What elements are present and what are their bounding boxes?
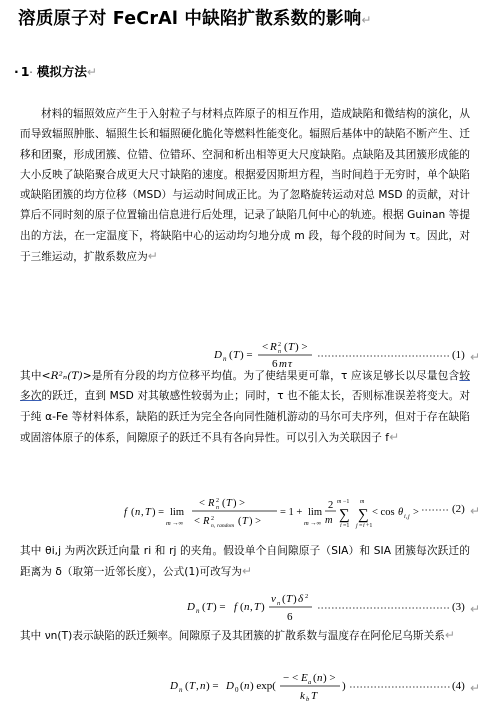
svg-text:D: D bbox=[170, 680, 178, 692]
paragraph-mark: ↵ bbox=[361, 13, 372, 27]
svg-text:m: m bbox=[360, 499, 365, 505]
paragraph-2-suffix: >是所有分段的均方位移平均值。为了使结果更可靠，τ 应该足够长以尽量包含 bbox=[82, 370, 460, 382]
svg-text:k: k bbox=[300, 690, 305, 702]
svg-text:2: 2 bbox=[328, 500, 334, 511]
svg-text:m: m bbox=[279, 358, 287, 369]
svg-text:ν: ν bbox=[271, 593, 276, 605]
svg-text:j: j bbox=[356, 523, 358, 529]
svg-text:− <: − < bbox=[283, 672, 299, 684]
svg-text:(: ( bbox=[240, 680, 244, 692]
svg-text:(: ( bbox=[238, 516, 242, 527]
paragraph-3-text: 其中 θi,j 为两次跃迁向量 ri 和 rj 的夹角。假设单个自间隙原子（SIA）和 SIA 团簇每次跃迁的距离为 δ（取第一近邻长度），公式(1)可改写为 bbox=[20, 545, 470, 579]
svg-text:) >: ) > bbox=[249, 516, 262, 527]
svg-text:(: ( bbox=[229, 349, 233, 361]
equation-4 bbox=[0, 670, 483, 702]
svg-text:) exp(: ) exp( bbox=[250, 680, 276, 692]
svg-text:): ) bbox=[342, 680, 346, 692]
svg-text:=: = bbox=[359, 523, 363, 529]
svg-text:2: 2 bbox=[305, 593, 309, 600]
svg-text:D: D bbox=[214, 349, 222, 361]
paragraph-4 bbox=[20, 625, 470, 646]
svg-text:0: 0 bbox=[235, 686, 239, 694]
svg-text:n: n bbox=[244, 680, 250, 692]
paragraph-mark: ↵ bbox=[470, 681, 481, 695]
svg-text:T: T bbox=[288, 341, 295, 353]
paragraph-1-text: 材料的辐照效应产生于入射粒子与材料点阵原子的相互作用，造成缺陷和微结构的演化，从而导致辐照肿胀、辐照生长和辐照硬化脆化等燃料性能变化。辐照后基体中的缺陷不断产生、迁移和团聚，形成团簇、位错、位错环、空洞和析出相等更大尺度缺陷。点缺陷及其团簇形成能的大小反映了缺陷聚合成更大尺寸缺陷的速度。根据爱因斯坦方程，当时间趋于无穷时，单个缺陷或缺陷团簇的均方位移（MSD）与运动时间成正比。为了忽略旋转运动对总 MSD 的贡献，对计算后不同时刻的原子位置输出信息进行后处理，记录了缺陷几何中心的轨迹。根据 Guinan 等提出的方法，在一定温度下，将缺陷中心的运动均匀地分成 m 段，每个段的时间为 τ。因此，对于三维运动，扩散系数应为 bbox=[20, 108, 470, 264]
svg-text:,: , bbox=[406, 514, 408, 520]
paragraph-mark: ↵ bbox=[147, 249, 158, 264]
svg-text:T: T bbox=[145, 507, 151, 518]
svg-text:n: n bbox=[135, 507, 141, 518]
paragraph-mark: ↵ bbox=[242, 564, 253, 579]
svg-text:(: ( bbox=[185, 680, 189, 692]
svg-text:j: j bbox=[408, 514, 410, 520]
svg-text:lim: lim bbox=[308, 507, 323, 518]
equation-2-number: (2) bbox=[452, 503, 465, 515]
svg-text:) >: ) > bbox=[233, 498, 246, 509]
paragraph-mark: ↵ bbox=[86, 65, 97, 79]
equation-3 bbox=[0, 591, 483, 625]
paragraph-3 bbox=[20, 541, 470, 583]
svg-text:n: n bbox=[200, 680, 206, 692]
section-title: 模拟方法 bbox=[36, 64, 87, 79]
svg-text:= 1 +: = 1 + bbox=[280, 507, 303, 518]
section-number: 1 bbox=[20, 64, 30, 79]
svg-text:) =: ) = bbox=[213, 601, 226, 613]
svg-text:(: ( bbox=[313, 672, 317, 684]
svg-text:b: b bbox=[306, 696, 310, 702]
paragraph-mark: ↵ bbox=[470, 602, 481, 616]
svg-text:random: random bbox=[217, 523, 235, 529]
svg-text:R: R bbox=[270, 341, 277, 353]
svg-text:i: i bbox=[340, 523, 342, 529]
svg-text:(: ( bbox=[222, 498, 226, 509]
svg-text:) >: ) > bbox=[295, 341, 308, 353]
svg-text:(: ( bbox=[131, 507, 135, 518]
paragraph-2-underlined: 较多次 bbox=[20, 370, 470, 403]
svg-text:): ) bbox=[293, 593, 297, 605]
svg-text:,: , bbox=[141, 507, 144, 518]
svg-text:n: n bbox=[317, 672, 323, 684]
svg-text:∑: ∑ bbox=[358, 507, 369, 523]
paragraph-4-text: 其中 νn(T)表示缺陷的跃迁频率。间隙原子及其团簇的扩散系数与温度存在阿伦尼乌斯关系 bbox=[20, 630, 445, 642]
document-title bbox=[18, 5, 480, 30]
svg-text:i: i bbox=[404, 514, 406, 520]
equation-1-number: (1) bbox=[452, 349, 465, 361]
svg-text:m: m bbox=[337, 499, 342, 505]
paragraph-2-prefix: 其中< bbox=[20, 370, 51, 382]
svg-text:(: ( bbox=[284, 341, 288, 353]
svg-text:∑: ∑ bbox=[339, 507, 350, 523]
svg-text:T: T bbox=[254, 601, 261, 613]
svg-text:→∞: →∞ bbox=[172, 520, 184, 527]
svg-text:2: 2 bbox=[216, 498, 219, 504]
svg-text:T: T bbox=[242, 516, 248, 527]
svg-text:i: i bbox=[363, 523, 365, 529]
svg-text:lim: lim bbox=[170, 507, 185, 518]
svg-text:−1: −1 bbox=[343, 499, 350, 505]
svg-text:τ: τ bbox=[288, 358, 292, 369]
svg-text:,: , bbox=[250, 601, 253, 613]
equation-3-formula bbox=[0, 591, 483, 625]
svg-text:2: 2 bbox=[211, 516, 214, 522]
svg-text:n: n bbox=[223, 355, 227, 363]
svg-text:T: T bbox=[233, 349, 240, 361]
svg-text:n: n bbox=[278, 349, 281, 355]
svg-text:): ) bbox=[261, 601, 265, 613]
equation-2 bbox=[0, 493, 483, 533]
equation-1-formula bbox=[0, 339, 483, 369]
svg-text:,: , bbox=[196, 680, 199, 692]
svg-text:<: < bbox=[199, 498, 205, 509]
svg-text:2: 2 bbox=[278, 342, 281, 348]
heading-bullet: · bbox=[14, 64, 19, 79]
svg-text:m: m bbox=[325, 515, 333, 526]
svg-text:< cos: < cos bbox=[372, 507, 395, 518]
svg-text:>: > bbox=[413, 507, 419, 518]
svg-text:R: R bbox=[208, 498, 215, 509]
svg-text:R: R bbox=[203, 516, 210, 527]
svg-text:6: 6 bbox=[287, 611, 293, 623]
svg-text:n: n bbox=[216, 505, 219, 511]
paragraph-mark: ↵ bbox=[389, 429, 400, 444]
svg-text:m: m bbox=[166, 520, 171, 527]
svg-text:T: T bbox=[226, 498, 232, 509]
svg-text:T: T bbox=[311, 690, 318, 702]
paragraph-2-term: R²ₙ(T) bbox=[50, 370, 83, 382]
svg-text:) =: ) = bbox=[152, 507, 165, 518]
title-text: 溶质原子对 FeCrAl 中缺陷扩散系数的影响 bbox=[18, 9, 362, 29]
svg-text:(: ( bbox=[240, 601, 244, 613]
svg-text:+1: +1 bbox=[366, 523, 373, 529]
paragraph-mark: ↵ bbox=[444, 628, 455, 642]
svg-text:→∞: →∞ bbox=[310, 520, 322, 527]
paragraph-mark: ↵ bbox=[470, 504, 481, 518]
equation-1 bbox=[0, 339, 483, 369]
svg-text:) =: ) = bbox=[240, 349, 253, 361]
equation-2-formula bbox=[0, 493, 483, 533]
svg-text:D: D bbox=[187, 601, 195, 613]
svg-text:) >: ) > bbox=[323, 672, 336, 684]
svg-text:δ: δ bbox=[298, 593, 304, 605]
svg-text:n: n bbox=[244, 601, 250, 613]
paragraph-2-rest: 的跃迁，直到 MSD 对其敏感性较弱为止；同时，τ 也不能太长，否则标准误差将变大。对于纯 α-Fe 等材料体系，缺陷的跃迁为完全各向同性随机游动的马尔可夫序列，但对于存在缺陷或固溶体原子的体系，间隙原子的跃迁不具有各向异性。可以引入为关联因子 f bbox=[20, 390, 470, 444]
svg-text:f: f bbox=[234, 601, 238, 613]
svg-text:E: E bbox=[301, 672, 308, 684]
svg-text:θ: θ bbox=[398, 507, 404, 518]
equation-4-number: (4) bbox=[452, 680, 465, 692]
tab-mark: · bbox=[29, 68, 33, 77]
section-heading bbox=[14, 62, 97, 80]
svg-text:m: m bbox=[304, 520, 309, 527]
svg-text:(: ( bbox=[282, 593, 286, 605]
svg-text:T: T bbox=[286, 593, 293, 605]
svg-text:(: ( bbox=[202, 601, 206, 613]
svg-text:n: n bbox=[179, 686, 183, 694]
equation-3-number: (3) bbox=[452, 601, 465, 613]
svg-text:a: a bbox=[308, 679, 312, 686]
paragraph-2 bbox=[20, 366, 470, 448]
paragraph-1 bbox=[20, 104, 470, 267]
svg-text:n: n bbox=[277, 600, 281, 607]
svg-text:f: f bbox=[124, 507, 127, 518]
equation-4-formula bbox=[0, 670, 483, 702]
svg-text:n: n bbox=[196, 607, 200, 615]
svg-text:<: < bbox=[262, 341, 269, 353]
svg-text:T: T bbox=[206, 601, 213, 613]
svg-text:n,: n, bbox=[211, 523, 216, 529]
svg-text:T: T bbox=[189, 680, 196, 692]
paragraph-mark: ↵ bbox=[470, 350, 481, 364]
svg-text:) =: ) = bbox=[206, 680, 219, 692]
svg-text:=1: =1 bbox=[343, 523, 350, 529]
svg-text:6: 6 bbox=[272, 358, 278, 369]
svg-text:D: D bbox=[226, 680, 234, 692]
svg-text:<: < bbox=[194, 516, 200, 527]
